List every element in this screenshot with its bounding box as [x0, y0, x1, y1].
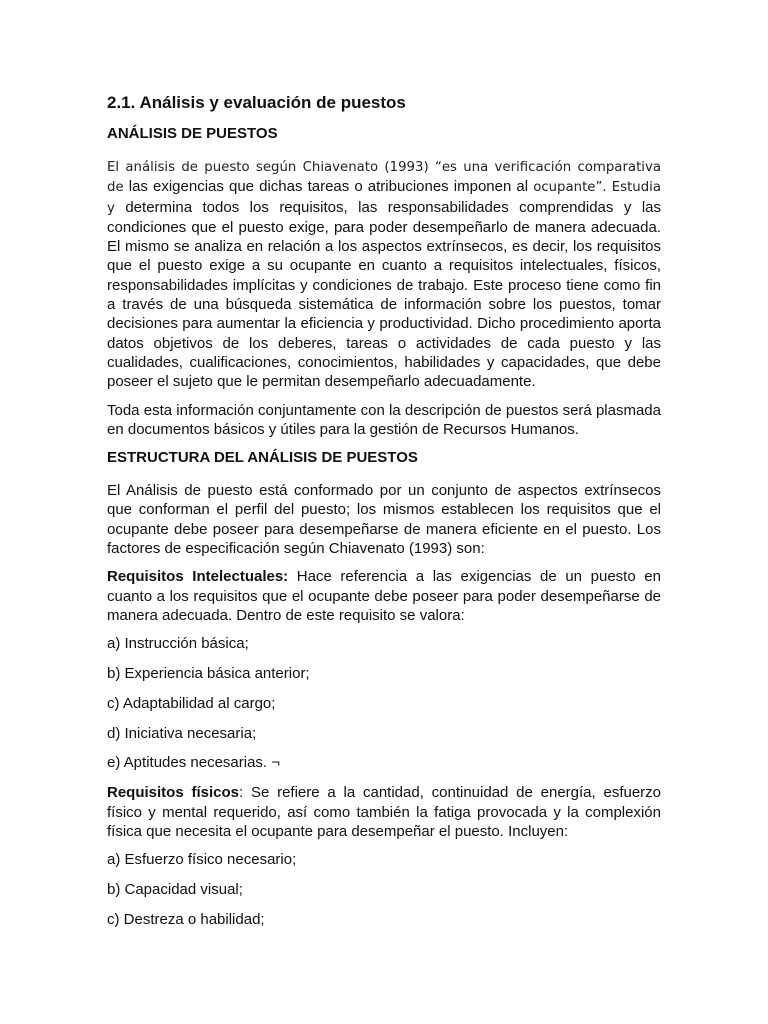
paragraph-documentation: Toda esta información conjuntamente con la descripción de puestos será plasmada en documentos básicos y útiles para la gestión de Recursos Humanos. — [107, 401, 661, 438]
quote-line-start: El análisis de puesto según Chiavenato (1993) “es una verificación comparativa de — [107, 160, 661, 196]
list-item: c) Destreza o habilidad; — [107, 910, 265, 928]
list-item: b) Experiencia básica anterior; — [107, 665, 310, 683]
quote-line-tail: ocupante”. Estudia y — [107, 180, 661, 216]
list-item: a) Instrucción básica; — [107, 635, 249, 653]
heading-estructura: ESTRUCTURA DEL ANÁLISIS DE PUESTOS — [107, 449, 418, 467]
list-item: a) Esfuerzo físico necesario; — [107, 851, 297, 869]
list-requisitos-fisicos — [107, 850, 661, 929]
paragraph-requisitos-fisicos — [107, 783, 661, 841]
paragraph-requisitos-intelectuales — [107, 567, 661, 625]
list-requisitos-intelectuales — [107, 634, 661, 772]
label-requisitos-fisicos: Requisitos físicos — [107, 784, 239, 802]
list-item: d) Iniciativa necesaria; — [107, 724, 257, 742]
text-requisitos-intelectuales: Hace referencia a las exigencias de un puesto en cuanto a los requisitos que el ocupante debe poseer para poder desempeñarse de manera adecuada. Dentro de este requisito se valora: — [107, 568, 661, 624]
paragraph-text-b: determina todos los requisitos, las responsabilidades comprendidas y las condiciones que el puesto exige, para poder desempeñarlo de manera adecuada. El mismo se analiza en relación a los aspectos extrínsecos, es decir, los requisitos que el puesto exige a su ocupante en cuanto a requisitos intelectuales, físicos, responsabilidades implícitas y condiciones de trabajo. Este proceso tiene como fin a través de una búsqueda sistemática de información sobre los puestos, tomar decisiones para aumentar la eficiencia y productividad. Dicho procedimiento aporta datos objetivos de los deberes, tareas o actividades de cada puesto y las cualidades, cualificaciones, conocimientos, habilidades y capacidades, que debe poseer el sujeto que le permitan desempeñarlo adecuadamente. — [107, 198, 661, 391]
paragraph-definition — [107, 157, 661, 392]
paragraph-estructura: El Análisis de puesto está conformado por un conjunto de aspectos extrínsecos que conforman el perfil del puesto; los mismos establecen los requisitos que el ocupante debe poseer para desempeñarse de manera eficiente en el puesto. Los factores de especificación según Chiavenato (1993) son: — [107, 482, 661, 558]
paragraph-text-a: las exigencias que dichas tareas o atribuciones imponen al — [128, 178, 534, 196]
heading-analisis-de-puestos: ANÁLISIS DE PUESTOS — [107, 125, 278, 142]
list-item: b) Capacidad visual; — [107, 880, 243, 898]
label-requisitos-intelectuales: Requisitos Intelectuales: — [107, 568, 289, 586]
text-requisitos-fisicos: : Se refiere a la cantidad, continuidad de energía, esfuerzo físico y mental requerido, así como también la fatiga provocada y la complexión física que necesita el ocupante para desempeñar el puesto. Incluyen: — [107, 784, 662, 840]
list-item: c) Adaptabilidad al cargo; — [107, 694, 276, 712]
section-title: 2.1. Análisis y evaluación de puestos — [107, 93, 406, 112]
list-item: e) Aptitudes necesarias. ¬ — [107, 754, 281, 772]
